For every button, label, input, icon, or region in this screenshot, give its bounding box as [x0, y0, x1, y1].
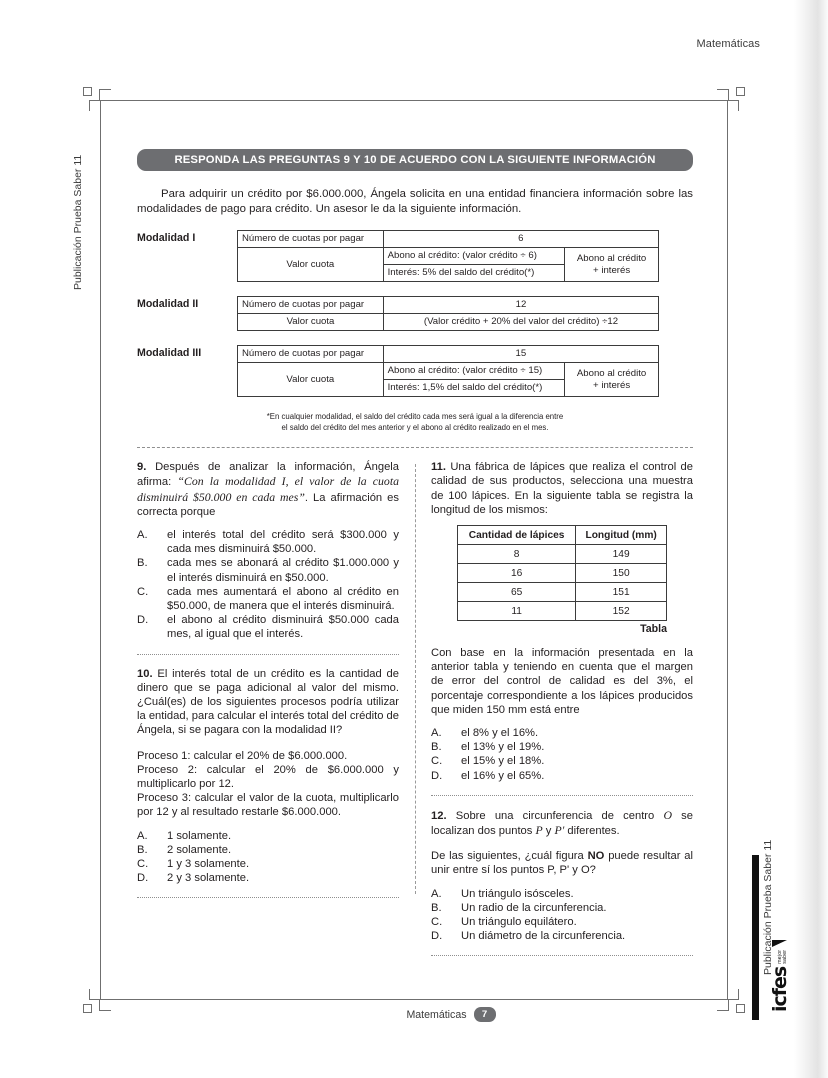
q12-point-p: P: [535, 823, 543, 838]
table-row: [238, 297, 659, 314]
question-9-options: [137, 528, 399, 642]
option-letter: B.: [431, 741, 442, 754]
option-letter: A.: [431, 727, 442, 740]
page-number-badge: 7: [474, 1007, 496, 1022]
corner-ornament-top-left: [89, 89, 111, 111]
right-line-1: Abono al crédito: [576, 367, 647, 379]
question-11-paragraph: Con base en la información presentada en la anterior tabla y teniendo en cuenta que el margen de error del control de calidad es del 3%, el porcentaje correspondiente a los lápices producidos que miden 150 mm está entre: [431, 647, 693, 716]
question-10: [137, 667, 399, 738]
q9-stem-part2: . La afirmación es correcta porque: [137, 491, 399, 518]
modalidad-block: [137, 296, 693, 331]
section-divider: [137, 447, 693, 448]
q12-stem-c: y: [542, 825, 555, 838]
option-text: 2 solamente.: [167, 843, 232, 856]
cell-longitud: 151: [576, 583, 667, 602]
q12-prompt-a: De las siguientes, ¿cuál figura: [431, 850, 588, 863]
icfes-logo: [769, 940, 791, 1012]
row-detail-interes: Interés: 5% del saldo del crédito(*): [383, 265, 565, 282]
question-9-stem: [137, 460, 399, 519]
row-value: 6: [383, 231, 658, 248]
row-value: 12: [384, 297, 659, 314]
option-text: el 15% y el 18%.: [461, 755, 545, 768]
option-b[interactable]: [137, 843, 399, 857]
page-frame: [100, 100, 728, 1000]
q9-stem-italic: “Con la modalidad I, el valor de la cuota disminuirá $50.000 en cada mes”: [137, 474, 399, 504]
table-row: [458, 602, 667, 621]
cell-cantidad: 65: [458, 583, 576, 602]
q12-prompt-b: puede resultar al unir entre sí los puntos: [431, 850, 693, 877]
row-detail: (Valor crédito + 20% del valor del crédito) ÷12: [384, 314, 659, 331]
column-end-divider: [137, 897, 399, 898]
option-letter: C.: [137, 858, 149, 871]
option-b[interactable]: [137, 556, 399, 584]
question-10-number: 10.: [137, 667, 153, 680]
row-label: Valor cuota: [238, 363, 384, 397]
q12-prompt-c: ?: [589, 864, 596, 877]
option-letter: D.: [137, 614, 149, 627]
option-letter: C.: [431, 916, 443, 929]
option-text: 1 y 3 solamente.: [167, 858, 250, 871]
option-letter: C.: [431, 755, 443, 768]
question-12-options: [431, 887, 693, 944]
cell-cantidad: 8: [458, 545, 576, 564]
option-d[interactable]: [431, 929, 693, 943]
modalidad-block: [137, 345, 693, 397]
row-detail-abono: Abono al crédito: (valor crédito ÷ 6): [383, 248, 565, 265]
q12-prompt-points: P, P' y O: [547, 864, 590, 877]
table-row: [238, 314, 659, 331]
option-b[interactable]: [431, 901, 693, 915]
q12-point-o: O: [663, 807, 672, 822]
table-row: [238, 346, 659, 363]
table-header-row: [458, 526, 667, 545]
right-line-2: + interés: [593, 379, 631, 391]
table-caption: Tabla: [640, 623, 667, 635]
column-gap: [399, 460, 431, 968]
row-label: Número de cuotas por pagar: [238, 231, 384, 248]
page-footer: [0, 1007, 828, 1022]
option-text: Un radio de la circunferencia.: [461, 901, 607, 914]
q12-stem-a: Sobre una circunferencia de centro: [455, 809, 664, 822]
row-label: Valor cuota: [238, 248, 384, 282]
option-text: 1 solamente.: [167, 829, 232, 842]
question-divider: [431, 795, 693, 796]
q12-prompt-no: NO: [587, 850, 605, 863]
table-row: [458, 545, 667, 564]
question-12-prompt: [431, 849, 693, 877]
table-row: [238, 248, 659, 265]
process-1: Proceso 1: calcular el 20% de $6.000.000.: [137, 749, 348, 762]
option-b[interactable]: [431, 740, 693, 754]
side-text-left: Publicación Prueba Saber 11: [72, 154, 84, 290]
option-text: cada mes aumentará el abono al crédito en $50.000, de manera que el interés disminuirá.: [167, 585, 399, 613]
footnote-line-1: *En cualquier modalidad, el saldo del crédito cada mes será igual a la diferencia entre: [266, 412, 564, 422]
table-row: [238, 231, 659, 248]
footer-subject: Matemáticas: [406, 1008, 467, 1021]
question-11-number: 11.: [431, 461, 446, 474]
option-letter: B.: [137, 557, 148, 570]
page-content: [137, 149, 693, 968]
option-text: Un triángulo equilátero.: [461, 916, 577, 929]
option-letter: B.: [431, 901, 442, 914]
question-10-processes: [137, 749, 399, 820]
side-text-right: Publicación Prueba Saber 11: [762, 839, 774, 975]
instruction-banner: RESPONDA LAS PREGUNTAS 9 Y 10 DE ACUERDO CON LA SIGUIENTE INFORMACIÓN: [137, 149, 693, 171]
option-text: el 16% y el 65%.: [461, 769, 545, 782]
q9-stem-part1: Después de analizar la información, Ángela afirma:: [137, 461, 399, 489]
logo-tagline: mejor saber: [776, 949, 788, 964]
modalidad-label: Modalidad III: [137, 347, 202, 360]
option-c[interactable]: [431, 754, 693, 768]
right-line-2: + interés: [593, 264, 631, 276]
option-letter: A.: [137, 829, 148, 842]
process-2: Proceso 2: calcular el 20% de $6.000.000 y multiplicarlo por 12.: [137, 763, 399, 791]
modalidad-block: [137, 230, 693, 282]
row-label: Número de cuotas por pagar: [238, 346, 384, 363]
logo-bar: [752, 855, 759, 1020]
option-a[interactable]: [137, 829, 399, 843]
option-text: el 8% y el 16%.: [461, 727, 539, 740]
footnote: [137, 411, 693, 433]
question-11-stem: [431, 460, 693, 517]
row-value: 15: [383, 346, 658, 363]
corner-ornament-top-right: [717, 89, 739, 111]
option-text: el 13% y el 19%.: [461, 741, 545, 754]
column-header-cantidad: Cantidad de lápices: [458, 526, 576, 545]
modalidad-table: [237, 230, 659, 282]
column-end-divider: [431, 955, 693, 956]
modalidad-label: Modalidad II: [137, 298, 199, 311]
row-label: Número de cuotas por pagar: [238, 297, 384, 314]
column-left: [137, 460, 399, 968]
option-letter: A.: [137, 529, 148, 541]
table-row: [238, 363, 659, 380]
question-11: [431, 460, 693, 517]
logo-wordmark: icfes: [769, 966, 791, 1012]
footnote-line-2: el saldo del crédito del mes anterior y el abono al crédito realizado en el mes.: [281, 423, 549, 433]
q12-stem-b: se localizan dos puntos: [431, 809, 693, 838]
cell-cantidad: 11: [458, 602, 576, 621]
question-12-number: 12.: [431, 809, 447, 822]
option-text: Un triángulo isósceles.: [461, 887, 574, 900]
option-letter: B.: [137, 843, 148, 856]
question-divider: [137, 654, 399, 655]
cell-cantidad: 16: [458, 564, 576, 583]
page-edge-shadow: [794, 0, 828, 1078]
option-letter: D.: [431, 769, 443, 782]
option-c[interactable]: [137, 585, 399, 613]
option-text: 2 y 3 solamente.: [167, 872, 250, 885]
q12-stem-d: diferentes.: [564, 825, 620, 838]
q11-stem-text: Una fábrica de lápices que realiza el control de calidad de sus productos, selecciona una muestra de 100 lápices. En la siguiente tabla se registra la longitud de los mismos:: [431, 461, 693, 516]
running-head: Matemáticas: [696, 38, 760, 50]
logo-check-icon: [772, 940, 787, 947]
option-text: el abono al crédito disminuirá $50.000 cada mes, al igual que el interés.: [167, 614, 399, 641]
column-right: [431, 460, 693, 968]
row-detail-abono: Abono al crédito: (valor crédito ÷ 15): [383, 363, 565, 380]
question-10-options: [137, 829, 399, 886]
cell-longitud: 150: [576, 564, 667, 583]
right-line-1: Abono al crédito: [576, 252, 647, 264]
option-a[interactable]: [137, 528, 399, 556]
option-d[interactable]: [137, 871, 399, 885]
table-row: [458, 583, 667, 602]
row-detail-right: [565, 363, 659, 397]
q10-stem-text: El interés total de un crédito es la cantidad de dinero que se paga adicional al valor del mismo. ¿Cuál(es) de los siguientes procesos podría utilizar la entidad, para calcular el interés total del crédito de Ángela, si se pagara con la modalidad II?: [137, 667, 399, 737]
option-c[interactable]: [137, 857, 399, 871]
question-11-options: [431, 726, 693, 783]
modalidad-label: Modalidad I: [137, 232, 196, 245]
option-text: Un diámetro de la circunferencia.: [461, 930, 626, 943]
table-row: [458, 564, 667, 583]
row-detail-right: [565, 248, 659, 282]
question-9-number: 9.: [137, 461, 147, 474]
question-12-stem: [431, 808, 693, 838]
question-10-stem: [137, 667, 399, 738]
option-a[interactable]: [431, 726, 693, 740]
option-text: el interés total del crédito será $300.000 y cada mes disminuirá $50.000.: [167, 529, 399, 556]
lapices-table: [457, 525, 667, 621]
column-divider: [415, 464, 416, 894]
intro-paragraph: Para adquirir un crédito por $6.000.000, Ángela solicita en una entidad financiera información sobre las modalidades de pago para crédito. Un asesor le da la siguiente información.: [137, 188, 693, 215]
process-3: Proceso 3: calcular el valor de la cuota, multiplicarlo por 12 y al resultado restarle $6.000.000.: [137, 792, 399, 819]
row-detail-interes: Interés: 1,5% del saldo del crédito(*): [383, 380, 565, 397]
column-header-longitud: Longitud (mm): [576, 526, 667, 545]
cell-longitud: 149: [576, 545, 667, 564]
modalidad-table: [237, 296, 659, 331]
modalidad-table: [237, 345, 659, 397]
question-9: [137, 460, 399, 519]
two-column-body: [137, 460, 693, 968]
option-letter: A.: [431, 887, 442, 900]
row-label: Valor cuota: [238, 314, 384, 331]
option-d[interactable]: [431, 769, 693, 783]
option-letter: D.: [431, 930, 443, 943]
q12-point-pprime: P': [554, 823, 565, 838]
option-letter: C.: [137, 585, 149, 598]
option-text: cada mes se abonará al crédito $1.000.000 y el interés disminuirá en $50.000.: [167, 557, 399, 584]
cell-longitud: 152: [576, 602, 667, 621]
question-12: [431, 808, 693, 838]
option-c[interactable]: [431, 915, 693, 929]
option-a[interactable]: [431, 887, 693, 901]
option-d[interactable]: [137, 613, 399, 641]
option-letter: D.: [137, 872, 149, 885]
